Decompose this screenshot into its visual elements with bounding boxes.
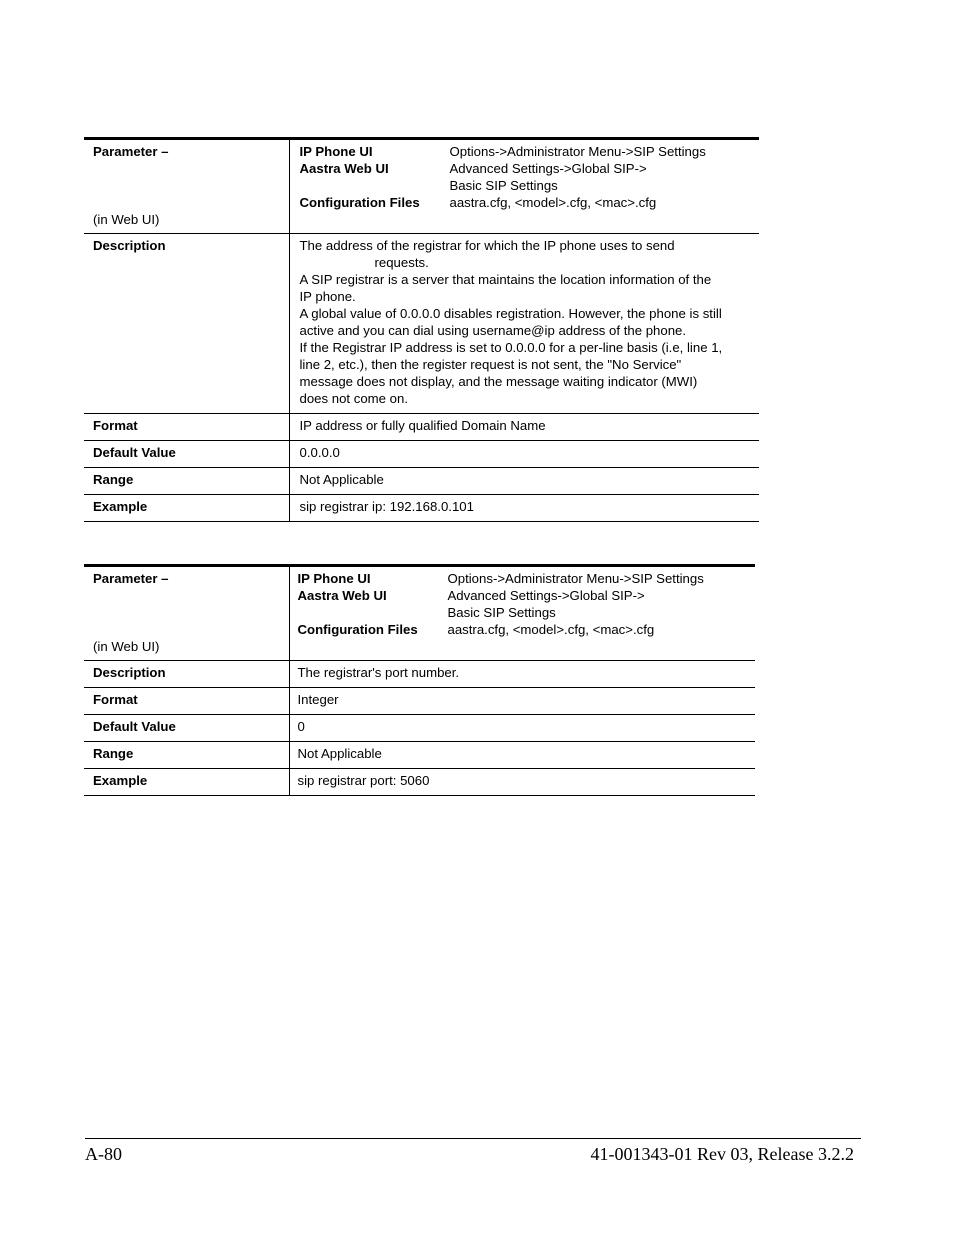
config-files-value: aastra.cfg, <model>.cfg, <mac>.cfg: [449, 195, 657, 210]
page-number: A-80: [85, 1144, 122, 1164]
description-line: A global value of 0.0.0.0 disables registration. However, the phone is still: [299, 306, 722, 321]
ip-phone-ui-path: Options->Administrator Menu->SIP Settings: [449, 144, 706, 159]
default-value: 0.0.0.0: [289, 441, 759, 468]
format-label: Format: [84, 688, 289, 715]
parameter-table-registrar-ip: [84, 137, 759, 522]
config-files-label: Configuration Files: [299, 195, 420, 210]
ip-phone-ui-path: Options->Administrator Menu->SIP Settings: [447, 571, 704, 586]
web-ui-note: (in Web UI): [93, 212, 160, 227]
example-row: [84, 495, 759, 522]
example-label: Example: [84, 495, 289, 522]
range-value: Not Applicable: [289, 742, 755, 769]
locations-cell: [289, 566, 755, 661]
example-value: sip registrar ip: 192.168.0.101: [289, 495, 759, 522]
parameter-row: [84, 139, 759, 234]
locations-grid: [300, 143, 760, 211]
description-text: [289, 234, 759, 414]
description-line: message does not display, and the message waiting indicator (MWI): [299, 374, 698, 389]
locations-grid: [298, 570, 756, 638]
parameter-label: Parameter –: [93, 571, 169, 586]
description-line: active and you can dial using username@ip address of the phone.: [299, 323, 687, 338]
aastra-web-ui-path-line1: Advanced Settings->Global SIP->: [449, 161, 647, 176]
description-line: requests.: [374, 255, 429, 270]
description-line: does not come on.: [299, 391, 409, 406]
default-value-row: [84, 441, 759, 468]
document-info: 41-001343-01 Rev 03, Release 3.2.2: [590, 1144, 854, 1164]
description-line: line 2, etc.), then the register request is not sent, the "No Service": [299, 357, 682, 372]
aastra-web-ui-path-line2: Basic SIP Settings: [447, 605, 556, 620]
default-value-label: Default Value: [84, 715, 289, 742]
description-label: Description: [84, 661, 289, 688]
description-line: A SIP registrar is a server that maintains the location information of the: [299, 272, 712, 287]
description-label: Description: [84, 234, 289, 414]
aastra-web-ui-label: Aastra Web UI: [297, 588, 387, 603]
web-ui-note: (in Web UI): [93, 639, 160, 654]
default-value: 0: [289, 715, 755, 742]
example-label: Example: [84, 769, 289, 796]
parameter-table-registrar-port: [84, 564, 755, 796]
description-row: [84, 661, 755, 688]
format-row: [84, 414, 759, 441]
default-value-label: Default Value: [84, 441, 289, 468]
description-line: IP phone.: [299, 289, 356, 304]
example-value: sip registrar port: 5060: [289, 769, 755, 796]
parameter-cell: [84, 566, 289, 661]
config-files-value: aastra.cfg, <model>.cfg, <mac>.cfg: [447, 622, 655, 637]
aastra-web-ui-label: Aastra Web UI: [299, 161, 389, 176]
default-value-row: [84, 715, 755, 742]
description-row: [84, 234, 759, 414]
format-value: IP address or fully qualified Domain Name: [289, 414, 759, 441]
config-files-label: Configuration Files: [297, 622, 418, 637]
description-line: If the Registrar IP address is set to 0.0.0.0 for a per-line basis (i.e, line 1,: [299, 340, 723, 355]
format-row: [84, 688, 755, 715]
range-row: [84, 468, 759, 495]
ip-phone-ui-label: IP Phone UI: [299, 144, 373, 159]
ip-phone-ui-label: IP Phone UI: [297, 571, 371, 586]
description-line: The address of the registrar for which the IP phone uses to send: [299, 238, 675, 253]
description-text: The registrar's port number.: [289, 661, 755, 688]
format-label: Format: [84, 414, 289, 441]
aastra-web-ui-path-line2: Basic SIP Settings: [449, 178, 558, 193]
range-row: [84, 742, 755, 769]
range-value: Not Applicable: [289, 468, 759, 495]
parameter-label: Parameter –: [93, 144, 169, 159]
footer-divider: [85, 1138, 861, 1139]
parameter-row: [84, 566, 755, 661]
locations-cell: [289, 139, 759, 234]
format-value: Integer: [289, 688, 755, 715]
parameter-cell: [84, 139, 289, 234]
example-row: [84, 769, 755, 796]
range-label: Range: [84, 742, 289, 769]
aastra-web-ui-path-line1: Advanced Settings->Global SIP->: [447, 588, 645, 603]
range-label: Range: [84, 468, 289, 495]
